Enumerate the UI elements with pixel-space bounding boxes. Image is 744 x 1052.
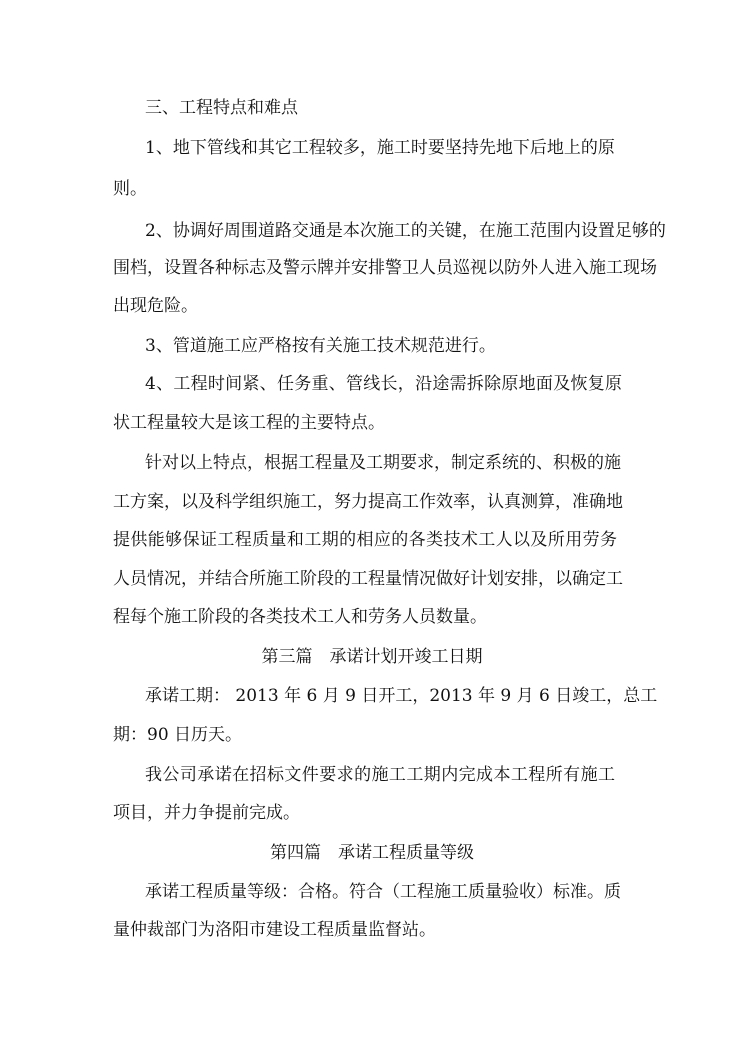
document-page: 三、工程特点和难点 1、地下管线和其它工程较多，施工时要坚持先地下后地上的原 则。 2、协调好周围道路交通是本次施工的关键，在施工范围内设置足够的 围档，设置各种标志及警示牌并安排警卫人员巡视以防外人进入施工现场 出现危险。 3、管道施工应严格按有关施工技术规范进行。 4、工程时间紧、任务重、管线长，沿途需拆除原地面及恢复原 状工程量较大是该工程的主要特点。 针对以上特点，根据工程量及工期要求，制定系统的、积极的施 工方案，以及科学组织施工，努力提高工作效率，认真测算，准确地 提供能够保证工程质量和工期的相应的各类技术工人以及所用劳务 人员情况，并结合所施工阶段的工程量情况做好计划安排，以确定工 程每个施工阶段的各类技术工人和劳务人员数量。 第三篇 承诺计划开竣工日期 承诺工期： 2013 年 6 月 9 日开工，2013 年 9 月 6 日竣工，总工 期：90 日历天。 我公司承诺在招标文件要求的施工工期内完成本工程所有施工 项目，并力争提前完成。 第四篇 承诺工程质量等级 承诺工程质量等级：合格。符合（工程施工质量验收）标准。质 量仲裁部门为洛阳市建设工程质量监督站。 <box>113 98 666 940</box>
